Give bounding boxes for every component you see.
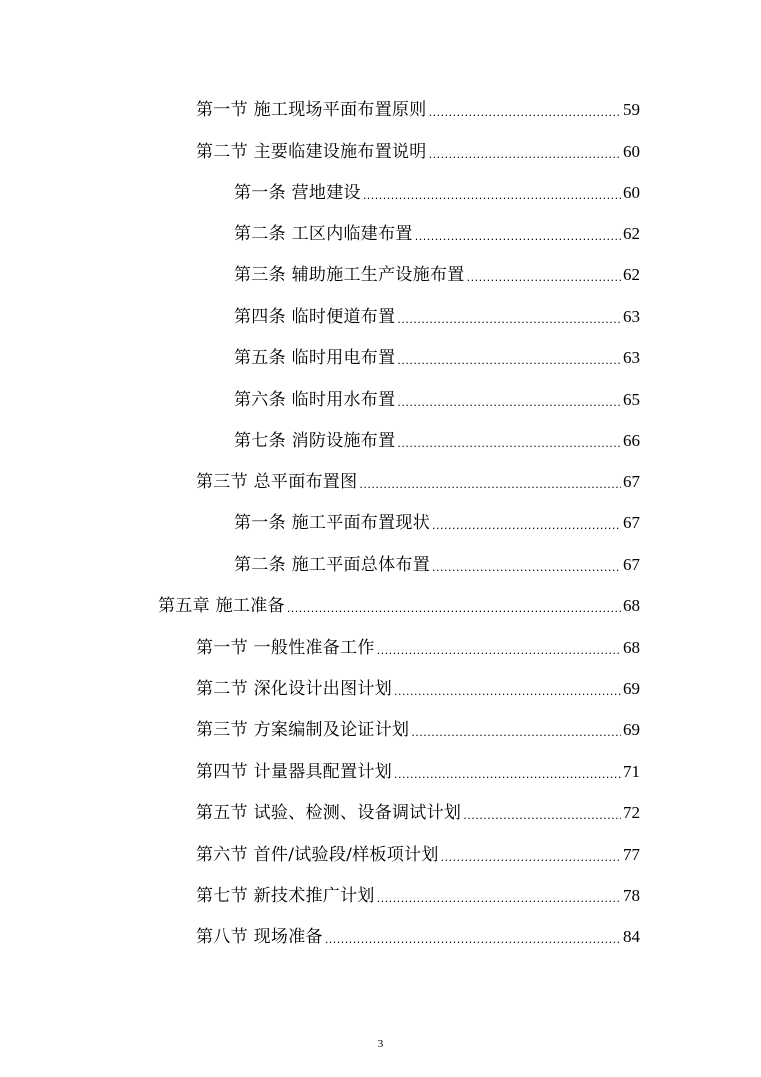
- toc-entry-page: 77: [623, 845, 640, 864]
- dot-leader: [441, 838, 621, 873]
- toc-entry-page: 67: [623, 555, 640, 574]
- toc-entry-title: 第三节 方案编制及论证计划: [196, 720, 410, 740]
- toc-entry-title: 第六条 临时用水布置: [234, 390, 396, 410]
- dot-leader: [377, 879, 621, 914]
- toc-entry-page: 84: [623, 927, 640, 946]
- toc-entry-title: 第七条 消防设施布置: [234, 431, 396, 451]
- dot-leader: [411, 713, 621, 748]
- toc-entry[interactable]: [196, 674, 640, 704]
- toc-entry-title: 第五章 施工准备: [158, 596, 285, 616]
- toc-entry-title: 第二节 主要临建设施布置说明: [196, 142, 427, 162]
- toc-entry[interactable]: [196, 633, 640, 663]
- toc-entry[interactable]: [196, 922, 640, 952]
- toc-entry[interactable]: [158, 591, 640, 621]
- dot-leader: [397, 300, 621, 335]
- dot-leader: [467, 258, 621, 293]
- dot-leader: [394, 672, 621, 707]
- toc-entry[interactable]: [196, 881, 640, 911]
- dot-leader: [429, 135, 621, 170]
- toc-entry[interactable]: [234, 260, 640, 290]
- dot-leader: [363, 176, 621, 211]
- dot-leader: [463, 796, 621, 831]
- toc-entry-page: 68: [623, 596, 640, 615]
- toc-entry[interactable]: [234, 426, 640, 456]
- toc-entry-page: 69: [623, 679, 640, 698]
- toc-entry-page: 78: [623, 886, 640, 905]
- dot-leader: [429, 93, 621, 128]
- dot-leader: [415, 217, 621, 252]
- dot-leader: [394, 755, 621, 790]
- toc-entry-title: 第六节 首件/试验段/样板项计划: [196, 845, 439, 865]
- toc-entry-page: 72: [623, 803, 640, 822]
- toc-entry-page: 63: [623, 348, 640, 367]
- toc-entry-page: 60: [623, 183, 640, 202]
- toc-entry[interactable]: [234, 550, 640, 580]
- toc-entry-page: 59: [623, 100, 640, 119]
- toc-entry-title: 第八节 现场准备: [196, 927, 323, 947]
- toc-entry-title: 第二条 施工平面总体布置: [234, 555, 431, 575]
- toc-entry-title: 第四节 计量器具配置计划: [196, 762, 393, 782]
- dot-leader: [325, 920, 621, 955]
- toc-entry[interactable]: [234, 219, 640, 249]
- toc-entry-title: 第四条 临时便道布置: [234, 307, 396, 327]
- toc-entry[interactable]: [234, 508, 640, 538]
- toc-entry-page: 68: [623, 638, 640, 657]
- toc-entry-title: 第一节 施工现场平面布置原则: [196, 100, 427, 120]
- dot-leader: [397, 383, 621, 418]
- toc-entry-page: 63: [623, 307, 640, 326]
- toc-entry-title: 第七节 新技术推广计划: [196, 886, 375, 906]
- toc-entry[interactable]: [234, 302, 640, 332]
- toc-entry-title: 第三条 辅助施工生产设施布置: [234, 265, 465, 285]
- toc-entry[interactable]: [196, 467, 640, 497]
- toc-entry-page: 69: [623, 720, 640, 739]
- toc-entry-title: 第三节 总平面布置图: [196, 472, 358, 492]
- toc-entry-title: 第一条 营地建设: [234, 183, 361, 203]
- dot-leader: [397, 341, 621, 376]
- toc-entry-page: 65: [623, 390, 640, 409]
- toc-entry-page: 67: [623, 513, 640, 532]
- toc-entry[interactable]: [234, 343, 640, 373]
- dot-leader: [432, 506, 621, 541]
- toc-entry-page: 62: [623, 265, 640, 284]
- toc-entry-title: 第五节 试验、检测、设备调试计划: [196, 803, 462, 823]
- toc-entry-page: 62: [623, 224, 640, 243]
- toc-entry-title: 第五条 临时用电布置: [234, 348, 396, 368]
- toc-entry[interactable]: [234, 385, 640, 415]
- toc-entry[interactable]: [196, 137, 640, 167]
- toc-entry[interactable]: [196, 95, 640, 125]
- toc-entry-page: 67: [623, 472, 640, 491]
- dot-leader: [432, 548, 621, 583]
- toc-entry[interactable]: [196, 715, 640, 745]
- toc-entry-page: 71: [623, 762, 640, 781]
- dot-leader: [377, 631, 621, 666]
- dot-leader: [287, 589, 621, 624]
- toc-entry-title: 第一节 一般性准备工作: [196, 638, 375, 658]
- toc-entry-title: 第一条 施工平面布置现状: [234, 513, 431, 533]
- toc-entry[interactable]: [196, 757, 640, 787]
- toc-entry-page: 60: [623, 142, 640, 161]
- page-number: 3: [377, 1038, 384, 1050]
- toc-entry-title: 第二条 工区内临建布置: [234, 224, 413, 244]
- toc-entry[interactable]: [234, 178, 640, 208]
- toc-entry[interactable]: [196, 798, 640, 828]
- dot-leader: [359, 465, 621, 500]
- toc-entry-page: 66: [623, 431, 640, 450]
- toc-entry[interactable]: [196, 840, 640, 870]
- dot-leader: [397, 424, 621, 459]
- toc-entry-title: 第二节 深化设计出图计划: [196, 679, 393, 699]
